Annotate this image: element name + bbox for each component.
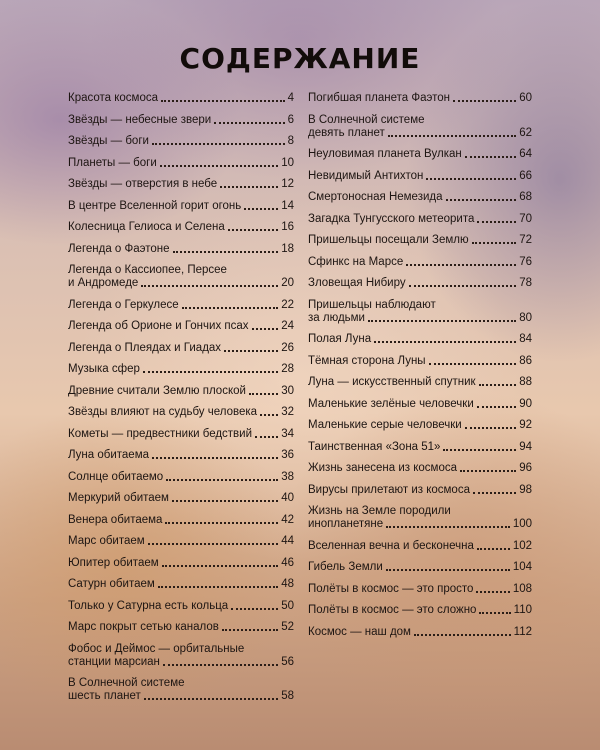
toc-entry[interactable] (68, 514, 294, 536)
dot-leader (224, 350, 278, 352)
toc-entry-title-line: Луна — искусственный спутник (308, 376, 476, 388)
toc-entry-page-number: 38 (281, 470, 294, 483)
dot-leader (388, 135, 516, 137)
dot-leader (443, 449, 516, 451)
toc-entry-title-line: Неуловимая планета Вулкан (308, 148, 462, 160)
toc-entry-title-line: Легенда об Орионе и Гончих псах (68, 320, 249, 332)
toc-entry-page-number: 18 (281, 242, 294, 255)
toc-entry[interactable] (308, 256, 532, 278)
toc-entry[interactable] (308, 114, 532, 149)
toc-entry-title-line: В Солнечной системе (308, 113, 425, 126)
toc-entry[interactable] (308, 540, 532, 562)
toc-entry-page-number: 52 (281, 621, 294, 633)
toc-entry[interactable] (308, 398, 532, 420)
dot-leader (162, 565, 279, 567)
toc-entry[interactable] (68, 578, 294, 600)
toc-entry-page-number: 112 (513, 625, 532, 638)
toc-entry[interactable] (68, 92, 294, 114)
toc-entry-title-line: Звёзды — отверстия в небе (68, 178, 218, 190)
toc-entry[interactable] (68, 135, 294, 157)
toc-entry-title-line: Легенда о Плеядах и Гиадах (68, 341, 222, 354)
toc-entry[interactable] (68, 157, 294, 179)
toc-entry-page-number: 6 (287, 113, 294, 126)
toc-entry-title-line: Загадка Тунгусского метеорита (308, 212, 475, 225)
toc-entry[interactable] (68, 114, 294, 136)
dot-leader (386, 526, 510, 528)
toc-entry-title-line: Звёзды влияют на судьбу человека (68, 406, 258, 418)
dot-leader (141, 285, 278, 287)
toc-entry-title-line: Пришельцы наблюдают (308, 298, 436, 311)
toc-entry-title-line: Планеты — боги (68, 156, 157, 169)
toc-entry-page-number: 100 (512, 518, 532, 530)
toc-entry-title-line: Жизнь на Земле породили (308, 505, 451, 517)
toc-entry-title-line: Погибшая планета Фаэтон (308, 92, 450, 104)
toc-entry-title-line: инопланетяне (308, 518, 384, 530)
dot-leader (414, 634, 511, 636)
toc-entry-page-number: 42 (281, 513, 294, 526)
toc-entry-page-number: 32 (281, 406, 294, 418)
toc-entry[interactable] (68, 621, 294, 643)
dot-leader (476, 591, 509, 593)
toc-entry-page-number: 20 (281, 277, 294, 289)
dot-leader (249, 393, 278, 395)
dot-leader (472, 242, 517, 244)
toc-entry[interactable] (68, 471, 294, 493)
toc-column-left (68, 92, 294, 712)
toc-entry[interactable] (68, 264, 294, 299)
dot-leader (260, 414, 278, 416)
toc-entry[interactable] (68, 600, 294, 622)
toc-entry-page-number: 4 (287, 92, 294, 104)
toc-entry[interactable] (308, 92, 532, 114)
dot-leader (163, 664, 278, 666)
toc-entry[interactable] (68, 643, 294, 678)
toc-entry-title-line: Венера обитаема (68, 513, 163, 526)
toc-entry-title-line: Красота космоса (68, 92, 158, 104)
toc-entry-page-number: 24 (281, 320, 294, 332)
toc-entry-page-number: 80 (519, 311, 532, 324)
toc-entry-title-line: Кометы — предвестники бедствий (68, 427, 253, 440)
dot-leader (409, 285, 517, 287)
toc-entry[interactable] (68, 449, 294, 471)
dot-leader (473, 492, 516, 494)
dot-leader (477, 548, 510, 550)
toc-entry-title-line: Невидимый Антихтон (308, 169, 424, 182)
toc-entry-title-line: Маленькие серые человечки (308, 419, 462, 431)
toc-entry-title-line: станции марсиан (68, 655, 160, 668)
toc-entry-title-line: Легенда о Кассиопее, Персее (68, 264, 227, 276)
toc-entry-title-line: Музыка сфер (68, 363, 140, 375)
toc-entry-title-line: Смертоносная Немезида (308, 191, 443, 203)
toc-entry[interactable] (308, 355, 532, 377)
dot-leader (252, 328, 279, 330)
dot-leader (144, 698, 278, 700)
toc-entry-title-line: Марс обитаем (68, 535, 145, 547)
toc-entry-title-line: Маленькие зелёные человечки (308, 397, 474, 410)
toc-entry-page-number: 70 (519, 212, 532, 225)
toc-entry-title-line: девять планет (308, 126, 385, 139)
toc-entry[interactable] (308, 213, 532, 235)
dot-leader (165, 522, 278, 524)
toc-entry-title-line: Легенда о Фаэтоне (68, 242, 170, 255)
toc-entry-page-number: 90 (519, 397, 532, 410)
dot-leader (446, 199, 517, 201)
toc-entry-title-line: Полая Луна (308, 333, 372, 345)
toc-entry-page-number: 16 (281, 221, 294, 233)
toc-entry[interactable] (68, 363, 294, 385)
toc-entry[interactable] (308, 148, 532, 170)
page-title: СОДЕРЖАНИЕ (179, 42, 421, 75)
toc-entry-page-number: 108 (512, 582, 532, 595)
dot-leader (374, 341, 516, 343)
toc-entry-page-number: 98 (519, 483, 532, 496)
toc-entry-title-line: Солнце обитаемо (68, 470, 164, 483)
toc-entry-page-number: 56 (281, 655, 294, 668)
dot-leader (152, 457, 278, 459)
dot-leader (161, 100, 285, 102)
toc-entry[interactable] (308, 299, 532, 334)
toc-entry[interactable] (68, 557, 294, 579)
toc-entry-title-line: Юпитер обитаем (68, 556, 159, 569)
toc-entry-title-line: Фобос и Деймос — орбитальные (68, 642, 245, 655)
toc-entry-page-number: 104 (512, 561, 532, 573)
toc-column-right (308, 92, 532, 647)
toc-entry-page-number: 28 (281, 363, 294, 375)
toc-entry[interactable] (68, 406, 294, 428)
dot-leader (453, 100, 516, 102)
toc-entry-title-line: Звёзды — боги (68, 135, 149, 147)
dot-leader (460, 470, 516, 472)
toc-entry-title-line: Тёмная сторона Луны (308, 354, 426, 367)
toc-entry-title-line: Таинственная «Зона 51» (308, 440, 441, 453)
dot-leader (429, 363, 517, 365)
toc-entry[interactable] (68, 385, 294, 407)
toc-entry-page-number: 26 (281, 341, 294, 354)
toc-entry[interactable] (308, 604, 532, 626)
toc-entry[interactable] (68, 677, 294, 712)
dot-leader (158, 586, 278, 588)
toc-entry-page-number: 58 (281, 690, 294, 702)
toc-entry-page-number: 86 (519, 354, 532, 367)
toc-entry-title-line: Колесница Гелиоса и Селена (68, 221, 225, 233)
toc-entry[interactable] (308, 333, 532, 355)
dot-leader (143, 371, 278, 373)
toc-entry[interactable] (68, 320, 294, 342)
toc-entry-page-number: 50 (281, 599, 294, 612)
dot-leader (406, 264, 516, 266)
toc-entry-title-line: и Андромеде (68, 277, 139, 289)
toc-entry[interactable] (68, 243, 294, 265)
toc-entry-title-line: Только у Сатурна есть кольца (68, 599, 229, 612)
toc-entry-page-number: 84 (519, 333, 532, 345)
toc-entry-page-number: 30 (281, 384, 294, 397)
toc-entry-title-line: Легенда о Геркулесе (68, 298, 179, 311)
toc-entry-title-line: Меркурий обитаем (68, 492, 169, 504)
toc-entry-page-number: 36 (281, 449, 294, 461)
dot-leader (255, 436, 278, 438)
dot-leader (465, 156, 516, 158)
toc-entry-page-number: 66 (519, 169, 532, 182)
toc-entry-page-number: 76 (519, 255, 532, 268)
toc-entry[interactable] (308, 277, 532, 299)
toc-entry-title-line: Зловещая Нибиру (308, 277, 406, 289)
toc-entry[interactable] (68, 200, 294, 222)
toc-entry-title-line: Звёзды — небесные звери (68, 113, 212, 126)
dot-leader (173, 251, 279, 253)
toc-entry[interactable] (308, 191, 532, 213)
toc-entry-page-number: 92 (519, 419, 532, 431)
toc-entry-page-number: 72 (519, 234, 532, 246)
dot-leader (172, 500, 278, 502)
toc-entry-page-number: 44 (281, 535, 294, 547)
toc-entry-title-line: В центре Вселенной горит огонь (68, 199, 242, 212)
dot-leader (166, 479, 278, 481)
toc-entry[interactable] (308, 234, 532, 256)
toc-entry-title-line: шесть планет (68, 690, 141, 702)
toc-entry-title-line: Пришельцы посещали Землю (308, 234, 469, 246)
toc-entry-page-number: 94 (519, 440, 532, 453)
dot-leader (214, 122, 284, 124)
toc-entry-title-line: Вирусы прилетают из космоса (308, 483, 470, 496)
toc-entry-title-line: Марс покрыт сетью каналов (68, 621, 219, 633)
toc-entry-title-line: Гибель Земли (308, 561, 383, 573)
dot-leader (148, 543, 279, 545)
dot-leader (160, 165, 278, 167)
dot-leader (222, 629, 278, 631)
toc-entry[interactable] (308, 505, 532, 540)
dot-leader (152, 143, 285, 145)
toc-entry-title-line: Сфинкс на Марсе (308, 255, 404, 268)
toc-entry-page-number: 60 (519, 92, 532, 104)
toc-entry-page-number: 88 (519, 376, 532, 388)
toc-entry-title-line: Луна обитаема (68, 449, 150, 461)
dot-leader (231, 608, 278, 610)
toc-entry-title-line: за людьми (308, 311, 365, 324)
dot-leader (465, 427, 517, 429)
toc-entry[interactable] (308, 376, 532, 398)
toc-entry-title-line: Полёты в космос — это сложно (308, 604, 477, 616)
toc-entry-page-number: 62 (519, 126, 532, 139)
toc-entry[interactable] (308, 484, 532, 506)
dot-leader (244, 208, 278, 210)
dot-leader (182, 307, 279, 309)
toc-entry-page-number: 64 (519, 148, 532, 160)
toc-entry-title-line: Сатурн обитаем (68, 578, 155, 590)
toc-entry[interactable] (308, 561, 532, 583)
toc-entry[interactable] (308, 626, 532, 648)
toc-entry[interactable] (68, 535, 294, 557)
toc-entry[interactable] (68, 221, 294, 243)
dot-leader (479, 384, 517, 386)
dot-leader (220, 186, 278, 188)
dot-leader (477, 221, 516, 223)
toc-entry-page-number: 68 (519, 191, 532, 203)
toc-entry[interactable] (68, 492, 294, 514)
toc-entry-title-line: Космос — наш дом (308, 625, 411, 638)
toc-entry-page-number: 14 (281, 199, 294, 212)
toc-entry-page-number: 34 (281, 427, 294, 440)
toc-entry[interactable] (308, 419, 532, 441)
toc-entry-page-number: 78 (519, 277, 532, 289)
toc-entry[interactable] (308, 170, 532, 192)
dot-leader (477, 406, 516, 408)
toc-entry[interactable] (308, 462, 532, 484)
toc-entry-page-number: 46 (281, 556, 294, 569)
dot-leader (368, 320, 516, 322)
toc-entry-page-number: 110 (513, 604, 532, 616)
dot-leader (228, 229, 278, 231)
toc-entry[interactable] (68, 178, 294, 200)
toc-entry-page-number: 96 (519, 462, 532, 474)
dot-leader (426, 178, 516, 180)
dot-leader (386, 569, 510, 571)
toc-entry[interactable] (308, 441, 532, 463)
toc-entry-page-number: 22 (281, 298, 294, 311)
toc-entry-title-line: Полёты в космос — это просто (308, 582, 474, 595)
toc-entry-title-line: В Солнечной системе (68, 677, 185, 689)
toc-entry-page-number: 12 (281, 178, 294, 190)
dot-leader (479, 612, 510, 614)
toc-entry-title-line: Вселенная вечна и бесконечна (308, 539, 474, 552)
toc-entry-page-number: 10 (281, 156, 294, 169)
toc-entry-page-number: 40 (281, 492, 294, 504)
toc-entry[interactable] (308, 583, 532, 605)
toc-entry-title-line: Жизнь занесена из космоса (308, 462, 458, 474)
toc-entry[interactable] (68, 299, 294, 321)
toc-entry-page-number: 102 (512, 539, 532, 552)
toc-entry-title-line: Древние считали Землю плоской (68, 384, 246, 397)
toc-entry[interactable] (68, 342, 294, 364)
toc-entry[interactable] (68, 428, 294, 450)
toc-entry-page-number: 8 (287, 135, 294, 147)
toc-entry-page-number: 48 (281, 578, 294, 590)
